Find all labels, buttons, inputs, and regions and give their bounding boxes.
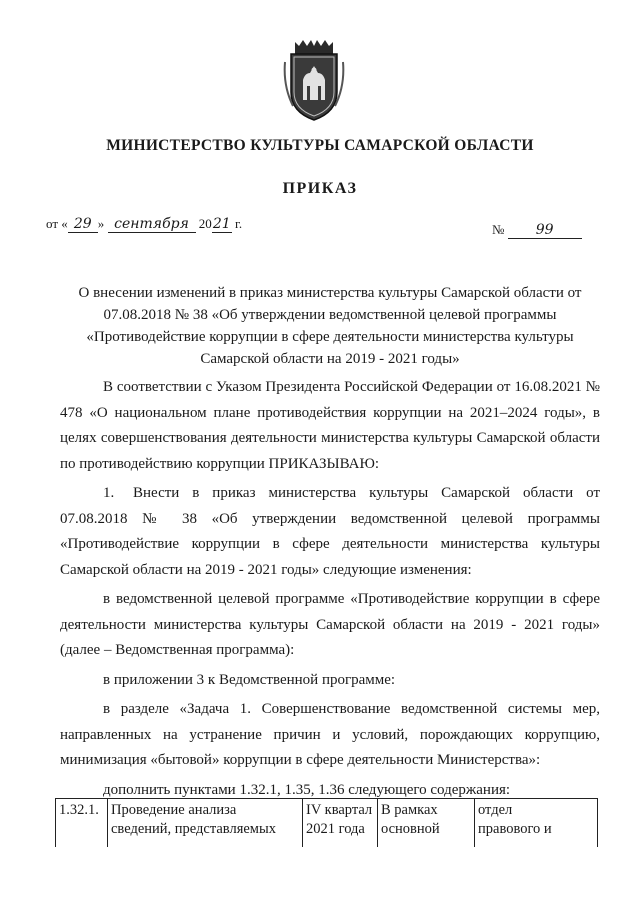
paragraph-item-1 (60, 481, 600, 583)
funding-line-1: В рамках (381, 802, 438, 818)
item-number: 1. (103, 485, 115, 501)
paragraph-program: в ведомственной целевой программе «Противодействие коррупции в сфере деятельности министерства культуры Самарской области на 2019 - 2021 годы» (далее – Ведомственная программа): (60, 591, 600, 658)
date-year-suffix: 21 (212, 216, 231, 232)
order-body (60, 375, 600, 803)
paragraph-preamble: В соответствии с Указом Президента Российской Федерации от 16.08.2021 № 478 «О национальном плане противодействия коррупции на 2021–2024 годы», в целях совершенствования деятельности министерства культуры Самарской области по противодействию коррупции ПРИКАЗЫВАЮ: (60, 379, 600, 472)
item-text: Внести в приказ министерства культуры Самарской области от 07.08.2018 № 38 «Об утверждении ведомственной целевой программы «Противодействие коррупции в сфере деятельности министерства культуры Самарской области на 2019 - 2021 годы» следующие изменения: (60, 485, 600, 578)
cell-funding (378, 799, 475, 848)
funding-line-2: основной (381, 821, 440, 837)
date-line (46, 216, 242, 233)
cell-executor (475, 799, 598, 848)
term-line-1: IV квартал (306, 802, 373, 818)
activity-line-2: сведений, представляемых (111, 821, 276, 837)
cell-number: 1.32.1. (56, 799, 108, 848)
cell-term (303, 799, 378, 848)
activity-line-1: Проведение анализа (111, 802, 237, 818)
date-year-prefix: 20 (198, 216, 212, 231)
date-middle: » (97, 216, 105, 231)
ministry-name: МИНИСТЕРСТВО КУЛЬТУРЫ САМАРСКОЙ ОБЛАСТИ (106, 137, 534, 154)
term-line-2: 2021 года (306, 821, 365, 837)
paragraph-add-items: дополнить пунктами 1.32.1, 1.35, 1.36 следующего содержания: (103, 781, 511, 798)
paragraph-section: в разделе «Задача 1. Совершенствование ведомственной системы мер, направленных на устранение причин и условий, порождающих коррупцию, минимизация «бытовой» коррупции в сфере деятельности Министерства»: (60, 701, 600, 768)
date-prefix: от « (46, 216, 68, 231)
number-line (492, 222, 582, 239)
executor-line-1: отдел (478, 802, 513, 818)
date-month: сентября (108, 217, 196, 233)
paragraph-appendix: в приложении 3 к Ведомственной программе: (103, 671, 396, 688)
program-table (55, 798, 598, 847)
table-row (56, 799, 598, 848)
date-suffix: г. (235, 216, 243, 231)
order-subject: О внесении изменений в приказ министерства культуры Самарской области от 07.08.2018 № 38 «Об утверждении ведомственной целевой программы «Противодействие коррупции в сфере деятельности министерства культуры Самарской области на 2019 - 2021 годы» (78, 285, 582, 367)
executor-line-2: правового и (478, 821, 552, 837)
document-type-title: ПРИКАЗ (282, 180, 358, 197)
cell-activity (108, 799, 303, 848)
number-label: № (492, 222, 505, 237)
date-day: 29 (68, 217, 98, 233)
coat-of-arms-emblem (283, 40, 345, 124)
number-value: 99 (508, 223, 582, 239)
